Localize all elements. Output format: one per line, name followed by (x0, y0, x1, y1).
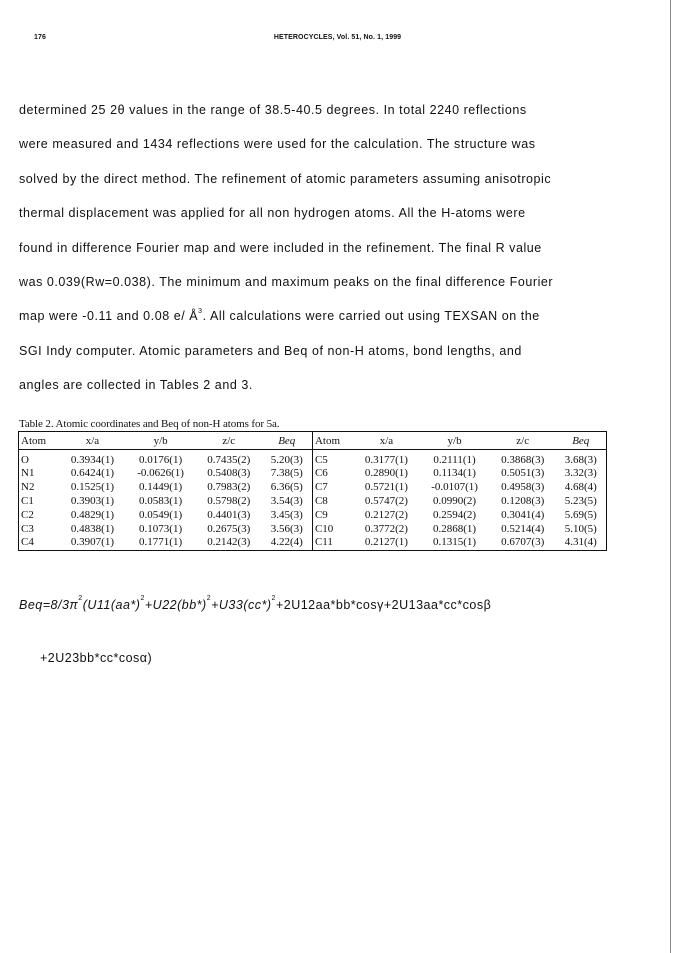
header-atom: Atom (19, 432, 60, 450)
beq-formula-continuation: +2U23bb*cc*cosα) (40, 651, 153, 665)
body-line (19, 299, 639, 333)
value-cell: 0.4958(3) (501, 481, 545, 493)
value-cell: 0.3934(1) (70, 454, 114, 466)
atom-cell: O (19, 450, 60, 467)
atom-cell: N1 (19, 466, 60, 480)
value-cell: 5.20(3) (270, 454, 303, 466)
superscript-three: 3 (198, 308, 203, 316)
value-cell: 0.2594(2) (433, 509, 477, 521)
value-cell: 0.2127(1) (354, 536, 420, 551)
header-yb: y/b (125, 432, 196, 450)
atom-cell: C7 (312, 480, 353, 494)
body-line-part: map were -0.11 and 0.08 e/ Å (19, 309, 199, 324)
body-paragraph (19, 93, 639, 403)
formula-sup: 2 (140, 595, 145, 602)
table-header-row (19, 432, 607, 450)
table-row (19, 522, 607, 536)
table-caption: Table 2. Atomic coordinates and Beq of non-H atoms for 5a. (19, 418, 280, 430)
atom-cell: C1 (19, 494, 60, 508)
header-xa: x/a (60, 432, 126, 450)
value-cell: 0.5798(2) (207, 495, 251, 507)
value-cell: 4.68(4) (555, 480, 606, 494)
value-cell: -0.0107(1) (431, 481, 478, 493)
value-cell: 0.1771(1) (125, 536, 196, 551)
value-cell: 3.45(3) (270, 509, 303, 521)
atom-cell: C11 (312, 536, 353, 551)
value-cell: 0.1315(1) (419, 536, 490, 551)
value-cell: 3.56(3) (270, 523, 303, 535)
value-cell: 4.31(4) (555, 536, 606, 551)
value-cell: 4.22(4) (262, 536, 313, 551)
table-row (19, 536, 607, 551)
value-cell: 3.54(3) (270, 495, 303, 507)
page-number: 176 (34, 34, 46, 41)
value-cell: -0.0626(1) (137, 467, 184, 479)
value-cell: 0.0583(1) (139, 495, 183, 507)
value-cell: 0.1525(1) (70, 481, 114, 493)
atom-cell: C2 (19, 508, 60, 522)
value-cell: 0.3868(3) (501, 454, 545, 466)
value-cell: 0.4401(3) (207, 509, 251, 521)
running-head: HETEROCYCLES, Vol. 51, No. 1, 1999 (273, 34, 402, 41)
formula-term: +2U12aa*bb*cosγ+2U13aa*cc*cosβ (275, 598, 492, 612)
header-zc: z/c (490, 432, 556, 450)
body-line: determined 25 2θ values in the range of 38.5-40.5 degrees. In total 2240 reflections (19, 103, 527, 117)
value-cell: 0.2127(2) (364, 509, 408, 521)
page-edge-line (670, 0, 671, 953)
value-cell: 0.1208(3) (501, 495, 545, 507)
formula-term: (U11(aa*) (82, 598, 141, 612)
value-cell: 5.23(5) (555, 494, 606, 508)
formula-term: +U33(cc*) (211, 598, 272, 612)
formula-lead: Beq=8/3π (19, 598, 79, 612)
value-cell: 0.7435(2) (207, 454, 251, 466)
value-cell: 0.1449(1) (139, 481, 183, 493)
value-cell: 5.69(5) (555, 508, 606, 522)
value-cell: 0.6707(3) (490, 536, 556, 551)
value-cell: 0.3907(1) (60, 536, 126, 551)
table-row (19, 450, 607, 467)
value-cell: 0.1134(1) (433, 467, 476, 479)
header-atom: Atom (312, 432, 353, 450)
value-cell: 0.7983(2) (207, 481, 251, 493)
table-row (19, 466, 607, 480)
value-cell: 3.68(3) (555, 450, 606, 467)
value-cell: 6.36(5) (270, 481, 303, 493)
atom-cell: C4 (19, 536, 60, 551)
atom-cell: C3 (19, 522, 60, 536)
table-row (19, 480, 607, 494)
header-beq: Beq (555, 432, 606, 450)
body-line: were measured and 1434 reflections were used for the calculation. The structure was (19, 137, 536, 152)
table-row (19, 494, 607, 508)
value-cell: 0.3177(1) (364, 454, 408, 466)
value-cell: 7.38(5) (270, 467, 303, 479)
value-cell: 0.5051(3) (501, 467, 545, 479)
formula-sup: 2 (271, 595, 276, 602)
value-cell: 0.0549(1) (139, 509, 183, 521)
body-line-part: . All calculations were carried out using TEXSAN on the (202, 309, 540, 324)
header-xa: x/a (354, 432, 420, 450)
table-row (19, 508, 607, 522)
value-cell: 0.5721(1) (364, 481, 408, 493)
atomic-coordinates-table (18, 431, 607, 551)
body-line: SGI Indy computer. Atomic parameters and Beq of non-H atoms, bond lengths, and (19, 343, 522, 358)
header-zc: z/c (196, 432, 262, 450)
value-cell: 0.5214(4) (501, 523, 545, 535)
formula-term: +U22(bb*) (144, 598, 207, 612)
page-header (0, 34, 675, 48)
beq-formula (19, 595, 619, 612)
value-cell: 0.2890(1) (364, 467, 408, 479)
value-cell: 0.3772(2) (364, 523, 408, 535)
value-cell: 0.3903(1) (70, 495, 114, 507)
value-cell: 0.4838(1) (70, 523, 114, 535)
formula-sup: 2 (78, 595, 83, 602)
atom-cell: C5 (312, 450, 353, 467)
body-line: was 0.039(Rw=0.038). The minimum and maximum peaks on the final difference Fourier (19, 275, 554, 290)
value-cell: 0.4829(1) (70, 509, 114, 521)
value-cell: 5.10(5) (555, 522, 606, 536)
table-body (19, 450, 607, 551)
value-cell: 0.2868(1) (433, 523, 477, 535)
atom-cell: C6 (312, 466, 353, 480)
value-cell: 0.2111(1) (433, 454, 476, 466)
value-cell: 0.2142(3) (196, 536, 262, 551)
value-cell: 0.5408(3) (207, 467, 251, 479)
header-yb: y/b (419, 432, 490, 450)
body-line: thermal displacement was applied for all non hydrogen atoms. All the H-atoms were (19, 206, 526, 221)
body-line: found in difference Fourier map and were included in the refinement. The final R value (19, 240, 542, 255)
value-cell: 0.1073(1) (139, 523, 183, 535)
value-cell: 0.3041(4) (501, 509, 545, 521)
body-line: angles are collected in Tables 2 and 3. (19, 378, 253, 393)
body-line: solved by the direct method. The refinement of atomic parameters assuming anisotropic (19, 171, 552, 186)
formula-sup: 2 (206, 595, 212, 602)
atom-cell: C9 (312, 508, 353, 522)
value-cell: 0.2675(3) (207, 523, 251, 535)
value-cell: 0.6424(1) (70, 467, 114, 479)
value-cell: 0.5747(2) (364, 495, 408, 507)
atom-cell: C10 (312, 522, 353, 536)
atom-cell: N2 (19, 480, 60, 494)
header-beq: Beq (262, 432, 313, 450)
value-cell: 0.0990(2) (433, 495, 477, 507)
value-cell: 3.32(3) (555, 466, 606, 480)
value-cell: 0.0176(1) (139, 454, 183, 466)
atom-cell: C8 (312, 494, 353, 508)
